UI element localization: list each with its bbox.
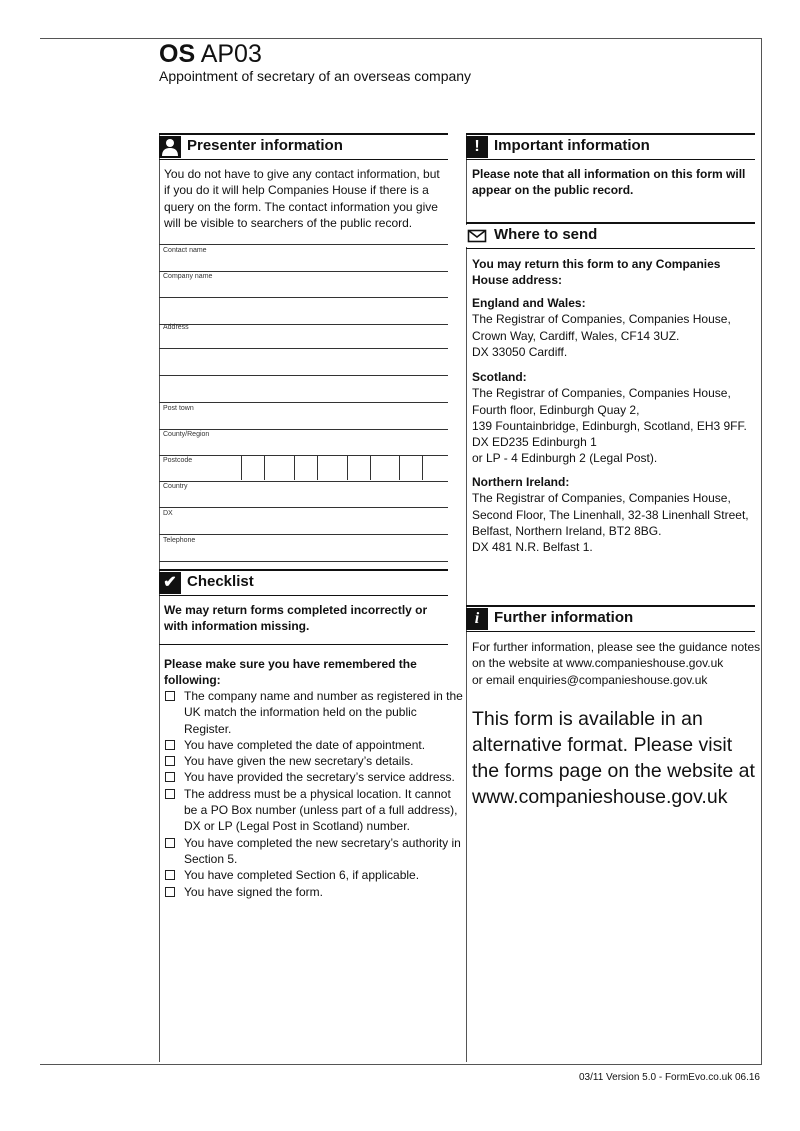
checkbox-icon[interactable] [165, 887, 175, 897]
where-to-send-intro: You may return this form to any Companies House address: [472, 257, 721, 288]
envelope-icon [466, 225, 488, 247]
checkbox-icon[interactable] [165, 789, 175, 799]
checklist-warning: We may return forms completed incorrectly or with information missing. [164, 603, 428, 634]
checkmark-icon: ✔ [159, 572, 181, 594]
postcode-box[interactable] [347, 455, 371, 480]
scotland-address [472, 369, 760, 467]
checklist-item[interactable]: The address must be a physical location. It cannot be a PO Box number (unless part of a full address), DX or LP (Legal Post in Scotland) number. [163, 786, 463, 835]
address-field-3[interactable] [159, 376, 448, 403]
country-label: Country [163, 483, 188, 490]
telephone-label: Telephone [163, 537, 196, 544]
postcode-box[interactable] [399, 455, 423, 480]
checklist-intro: Please make sure you have remembered the following: [164, 657, 417, 688]
dx-label: DX [163, 510, 173, 517]
footer-version: 03/11 Version 5.0 - FormEvo.co.uk 06.16 [578, 1072, 760, 1083]
country-field[interactable] [159, 481, 448, 508]
further-section-header [466, 605, 755, 632]
right-rule [761, 38, 762, 1064]
form-title: Appointment of secretary of an overseas company [159, 68, 472, 84]
england-heading: England and Wales: [472, 296, 586, 310]
dx-field[interactable] [159, 508, 448, 535]
exclamation-icon: ! [466, 136, 488, 158]
contact-name-label: Contact name [163, 247, 207, 254]
address-field[interactable] [159, 322, 448, 349]
checklist-items [163, 688, 463, 900]
england-line: The Registrar of Companies, Companies House, [472, 312, 731, 327]
ni-heading: Northern Ireland: [472, 475, 570, 489]
scotland-heading: Scotland: [472, 370, 527, 384]
checklist-section-header [159, 569, 448, 596]
company-name-label: Company name [163, 273, 213, 280]
checkbox-icon[interactable] [165, 838, 175, 848]
form-code-prefix: OS [159, 40, 196, 68]
scotland-line: The Registrar of Companies, Companies House, [472, 386, 731, 401]
checkbox-icon[interactable] [165, 772, 175, 782]
scotland-line: 139 Fountainbridge, Edinburgh, Scotland, EH3 9FF. [472, 418, 747, 433]
alternative-format-note: This form is available in an alternative format. Please visit the forms page on the website at www.companieshouse.gov.uk [472, 708, 755, 808]
england-line: Crown Way, Cardiff, Wales, CF14 3UZ. [472, 328, 680, 343]
company-name-field-2[interactable] [159, 298, 448, 325]
presenter-heading: Presenter information [187, 137, 343, 154]
address-field-2[interactable] [159, 349, 448, 376]
right-column-rule [466, 135, 467, 1062]
where-to-send-section-header [466, 222, 755, 249]
ni-line: Second Floor, The Linenhall, 32-38 Linenhall Street, [472, 507, 749, 522]
further-line: For further information, please see the guidance notes [472, 640, 761, 654]
contact-name-field[interactable] [159, 244, 448, 272]
postcode-label: Postcode [163, 457, 193, 464]
top-rule [40, 38, 762, 39]
post-town-field[interactable] [159, 403, 448, 430]
important-section-header [466, 133, 755, 160]
further-text [472, 639, 762, 688]
further-heading: Further information [494, 609, 634, 626]
england-line: DX 33050 Cardiff. [472, 344, 568, 359]
form-code-number: AP03 [200, 40, 262, 68]
ni-line: The Registrar of Companies, Companies House, [472, 491, 731, 506]
checklist-heading: Checklist [187, 573, 254, 590]
county-field[interactable] [159, 429, 448, 456]
form-code [159, 40, 262, 68]
presenter-intro: You do not have to give any contact information, but if you do it will help Companies House if there is a query on the form. The contact information you give will be visible to searchers of the public record. [164, 167, 440, 230]
checkbox-icon[interactable] [165, 870, 175, 880]
checklist-item[interactable]: You have given the new secretary’s details. [163, 753, 463, 769]
ni-line: Belfast, Northern Ireland, BT2 8BG. [472, 523, 662, 538]
checkbox-icon[interactable] [165, 740, 175, 750]
important-text: Please note that all information on this form will appear on the public record. [472, 167, 746, 198]
telephone-field[interactable] [159, 535, 448, 562]
post-town-label: Post town [163, 405, 194, 412]
scotland-line: Fourth floor, Edinburgh Quay 2, [472, 402, 640, 417]
county-label: County/Region [163, 431, 210, 438]
postcode-box[interactable] [294, 455, 318, 480]
checklist-divider [159, 644, 448, 645]
checklist-item[interactable]: You have completed Section 6, if applicable. [163, 867, 463, 883]
checkbox-icon[interactable] [165, 691, 175, 701]
checklist-item[interactable]: You have completed the date of appointment. [163, 737, 463, 753]
info-icon: i [466, 608, 488, 630]
checklist-item[interactable]: You have signed the form. [163, 884, 463, 900]
checkbox-icon[interactable] [165, 756, 175, 766]
presenter-section-header [159, 133, 448, 160]
where-to-send-heading: Where to send [494, 226, 598, 243]
checklist-item[interactable]: You have provided the secretary’s service address. [163, 769, 463, 785]
company-name-field[interactable] [159, 271, 448, 298]
ni-address [472, 474, 760, 555]
ni-line: DX 481 N.R. Belfast 1. [472, 540, 593, 555]
scotland-line: DX ED235 Edinburgh 1 [472, 435, 597, 450]
bottom-rule [40, 1064, 762, 1065]
address-label: Address [163, 324, 189, 331]
further-line: on the website at www.companieshouse.gov.uk [472, 656, 724, 671]
important-heading: Important information [494, 137, 650, 154]
postcode-box[interactable] [241, 455, 265, 480]
checklist-item[interactable]: The company name and number as registered in the UK match the information held on the public Register. [163, 688, 463, 737]
checklist-item[interactable]: You have completed the new secretary’s authority in Section 5. [163, 835, 463, 868]
scotland-line: or LP - 4 Edinburgh 2 (Legal Post). [472, 451, 658, 466]
person-icon [159, 136, 181, 158]
england-address [472, 295, 760, 360]
further-line: or email enquiries@companieshouse.gov.uk [472, 672, 708, 687]
